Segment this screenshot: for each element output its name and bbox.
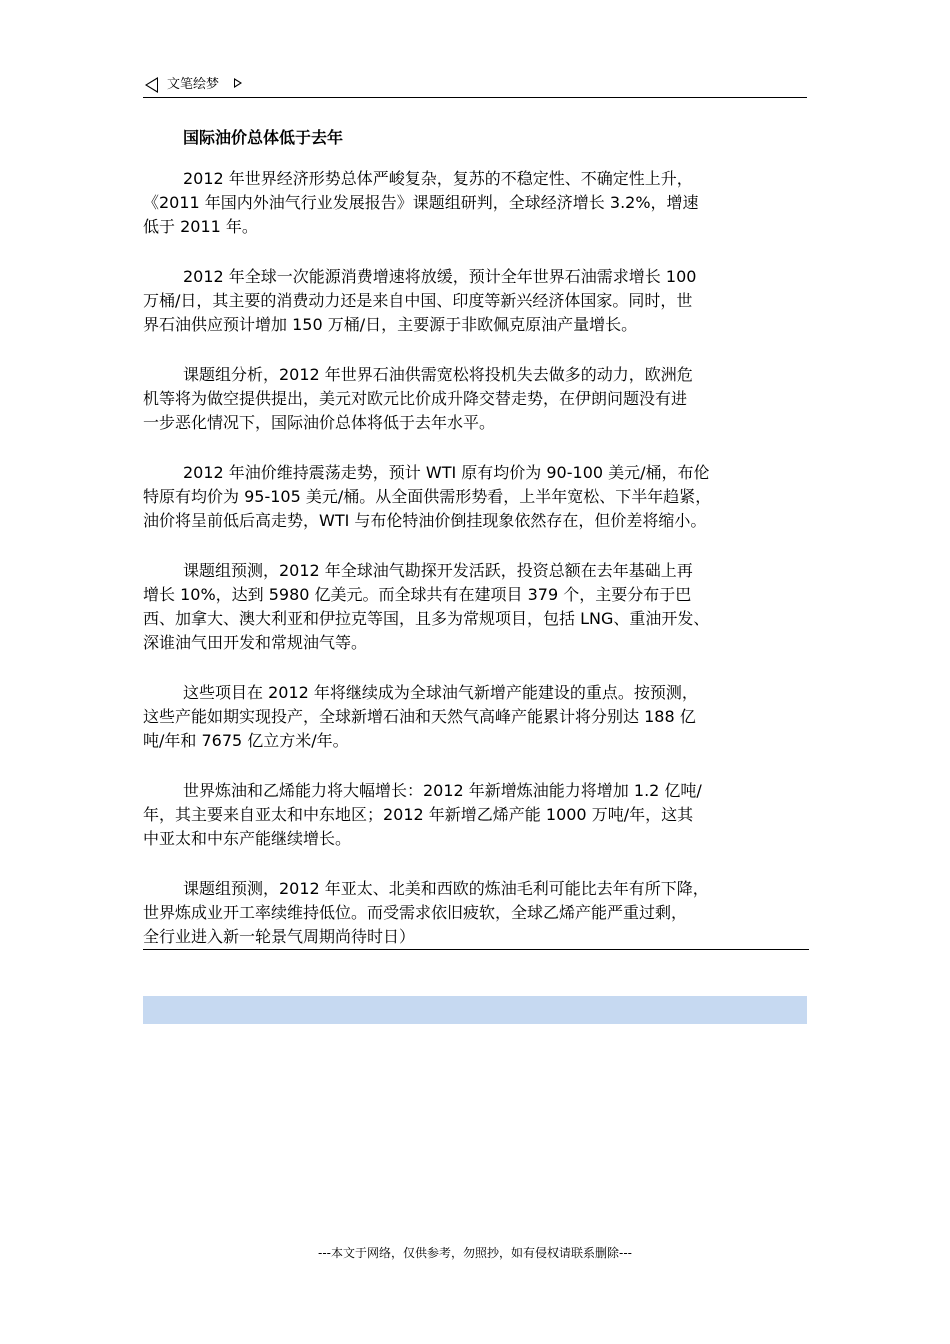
document-title: 国际油价总体低于去年: [183, 128, 344, 147]
paragraph-8: 课题组预测，2012 年亚太、北美和西欧的炼油毛利可能比去年有所下降， 世界炼成业开工率续维持低位。而受需求依旧疲软，全球乙烯产能严重过剩， 全行业进入新一轮景气周期尚待时日）: [143, 877, 809, 950]
header-divider: [143, 97, 807, 98]
highlight-bar: [143, 996, 807, 1024]
header-brand: 文笔绘梦: [167, 77, 220, 92]
paragraph-7: 世界炼油和乙烯能力将大幅增长：2012 年新增炼油能力将增加 1.2 亿吨/ 年，其主要来自亚太和中东地区；2012 年新增乙烯产能 1000 万吨/年，这其 中亚太和中东产能继续增长。: [143, 781, 702, 848]
triangle-left-icon: [145, 77, 158, 93]
document-body: [143, 118, 809, 950]
page-footer: ---本文于网络，仅供参考，勿照抄，如有侵权请联系删除---: [318, 1246, 632, 1260]
paragraph-5: 课题组预测，2012 年全球油气勘探开发活跃，投资总额在去年基础上再 增长 10%，达到 5980 亿美元。而全球共有在建项目 379 个，主要分布于巴 西、加拿大、澳大利亚和伊拉克等国，且多为常规项目，包括 LNG、重油开发、 深谁油气田开发和常规油气等。: [143, 561, 710, 652]
paragraph-3: 课题组分析，2012 年世界石油供需宽松将投机失去做多的动力，欧洲危 机等将为做空提供提出，美元对欧元比价成升降交替走势，在伊朗问题没有进 一步恶化情况下，国际油价总体将低于去年水平。: [143, 365, 693, 432]
triangle-right-icon: [234, 78, 242, 88]
paragraph-6: 这些项目在 2012 年将继续成为全球油气新增产能建设的重点。按预测， 这些产能如期实现投产，全球新增石油和天然气高峰产能累计将分别达 188 亿 吨/年和 7675 亿立方米/年。: [143, 683, 698, 750]
page-header: [143, 74, 807, 96]
paragraph-1: 2012 年世界经济形势总体严峻复杂，复苏的不稳定性、不确定性上升， 《2011 年国内外油气行业发展报告》课题组研判，全球经济增长 3.2%，增速 低于 2011 年。: [143, 169, 699, 236]
paragraph-2: 2012 年全球一次能源消费增速将放缓，预计全年世界石油需求增长 100 万桶/日，其主要的消费动力还是来自中国、印度等新兴经济体国家。同时，世 界石油供应预计增加 150 万桶/日，主要源于非欧佩克原油产量增长。: [143, 267, 697, 334]
paragraph-4: 2012 年油价维持震荡走势，预计 WTI 原有均价为 90-100 美元/桶，布伦 特原有均价为 95-105 美元/桶。从全面供需形势看，上半年宽松、下半年趋紧， 油价将呈前低后高走势，WTI 与布伦特油价倒挂现象依然存在，但价差将缩小。: [143, 463, 712, 530]
